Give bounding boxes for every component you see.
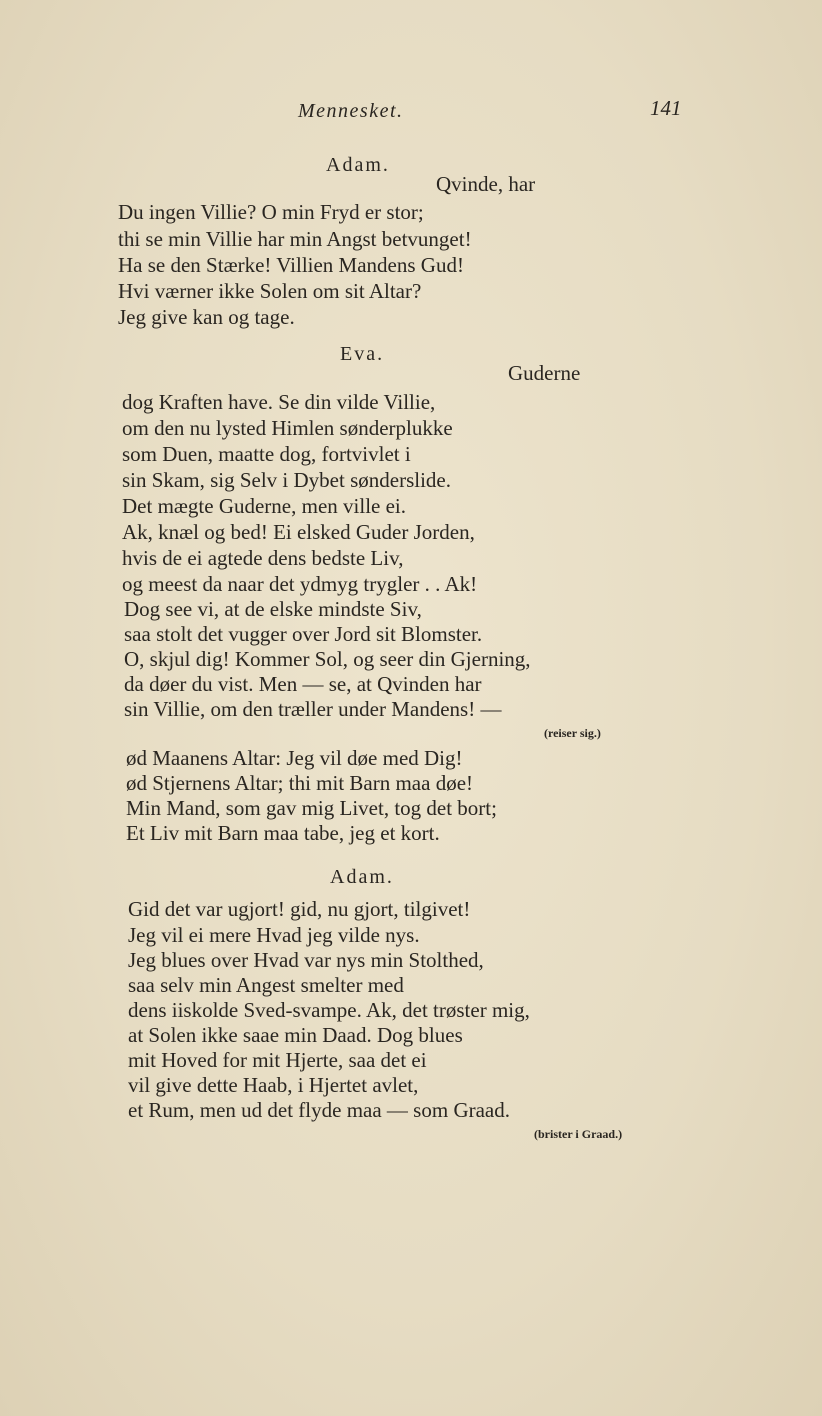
verse-line: at Solen ikke saae min Daad. Dog blues xyxy=(128,1023,463,1047)
verse-line: saa stolt det vugger over Jord sit Blomster. xyxy=(124,622,483,646)
verse-line: Guderne xyxy=(508,361,581,385)
verse-line: Et Liv mit Barn maa tabe, jeg et kort. xyxy=(126,821,440,845)
verse-line: ød Maanens Altar: Jeg vil døe med Dig! xyxy=(126,746,463,770)
running-header: Mennesket. xyxy=(298,100,404,122)
verse-line: Det mægte Guderne, men ville ei. xyxy=(122,494,407,518)
verse-line: Dog see vi, at de elske mindste Siv, xyxy=(124,597,422,621)
verse-line: sin Skam, sig Selv i Dybet sønderslide. xyxy=(122,468,451,492)
verse-line: da døer du vist. Men — se, at Qvinden har xyxy=(124,672,482,696)
speaker-name: Eva. xyxy=(340,343,385,365)
verse-line: som Duen, maatte dog, fortvivlet i xyxy=(122,442,411,466)
verse-line: thi se min Villie har min Angst betvunget! xyxy=(118,227,472,251)
verse-line: Qvinde, har xyxy=(436,172,536,196)
verse-line: dog Kraften have. Se din vilde Villie, xyxy=(122,390,436,414)
verse-line: om den nu lysted Himlen sønderplukke xyxy=(122,416,453,440)
verse-line: Jeg vil ei mere Hvad jeg vilde nys. xyxy=(128,923,420,947)
speaker-name: Adam. xyxy=(330,866,394,888)
verse-line: Ha se den Stærke! Villien Mandens Gud! xyxy=(118,253,464,277)
verse-line: Jeg give kan og tage. xyxy=(118,305,295,329)
verse-line: O, skjul dig! Kommer Sol, og seer din Gjerning, xyxy=(124,647,531,671)
verse-line: Gid det var ugjort! gid, nu gjort, tilgivet! xyxy=(128,897,471,921)
verse-line: vil give dette Haab, i Hjertet avlet, xyxy=(128,1073,419,1097)
stage-direction: (reiser sig.) xyxy=(544,726,601,740)
verse-line: og meest da naar det ydmyg trygler . . Ak! xyxy=(122,572,478,596)
stage-direction: (brister i Graad.) xyxy=(534,1127,623,1141)
verse-line: et Rum, men ud det flyde maa — som Graad. xyxy=(128,1098,510,1122)
speaker-name: Adam. xyxy=(326,154,390,176)
verse-line: sin Villie, om den træller under Mandens! — xyxy=(124,697,502,721)
verse-line: Hvi værner ikke Solen om sit Altar? xyxy=(118,279,422,303)
verse-line: Min Mand, som gav mig Livet, tog det bort; xyxy=(126,796,497,820)
verse-line: mit Hoved for mit Hjerte, saa det ei xyxy=(128,1048,427,1072)
verse-line: saa selv min Angest smelter med xyxy=(128,973,404,997)
verse-line: Ak, knæl og bed! Ei elsked Guder Jorden, xyxy=(122,520,475,544)
verse-line: Du ingen Villie? O min Fryd er stor; xyxy=(118,200,424,224)
verse-line: hvis de ei agtede dens bedste Liv, xyxy=(122,546,404,570)
verse-line: ød Stjernens Altar; thi mit Barn maa døe! xyxy=(126,771,474,795)
verse-line: Jeg blues over Hvad var nys min Stolthed, xyxy=(128,948,484,972)
verse-line: dens iiskolde Sved-svampe. Ak, det trøster mig, xyxy=(128,998,530,1022)
page-number: 141 xyxy=(650,96,682,120)
